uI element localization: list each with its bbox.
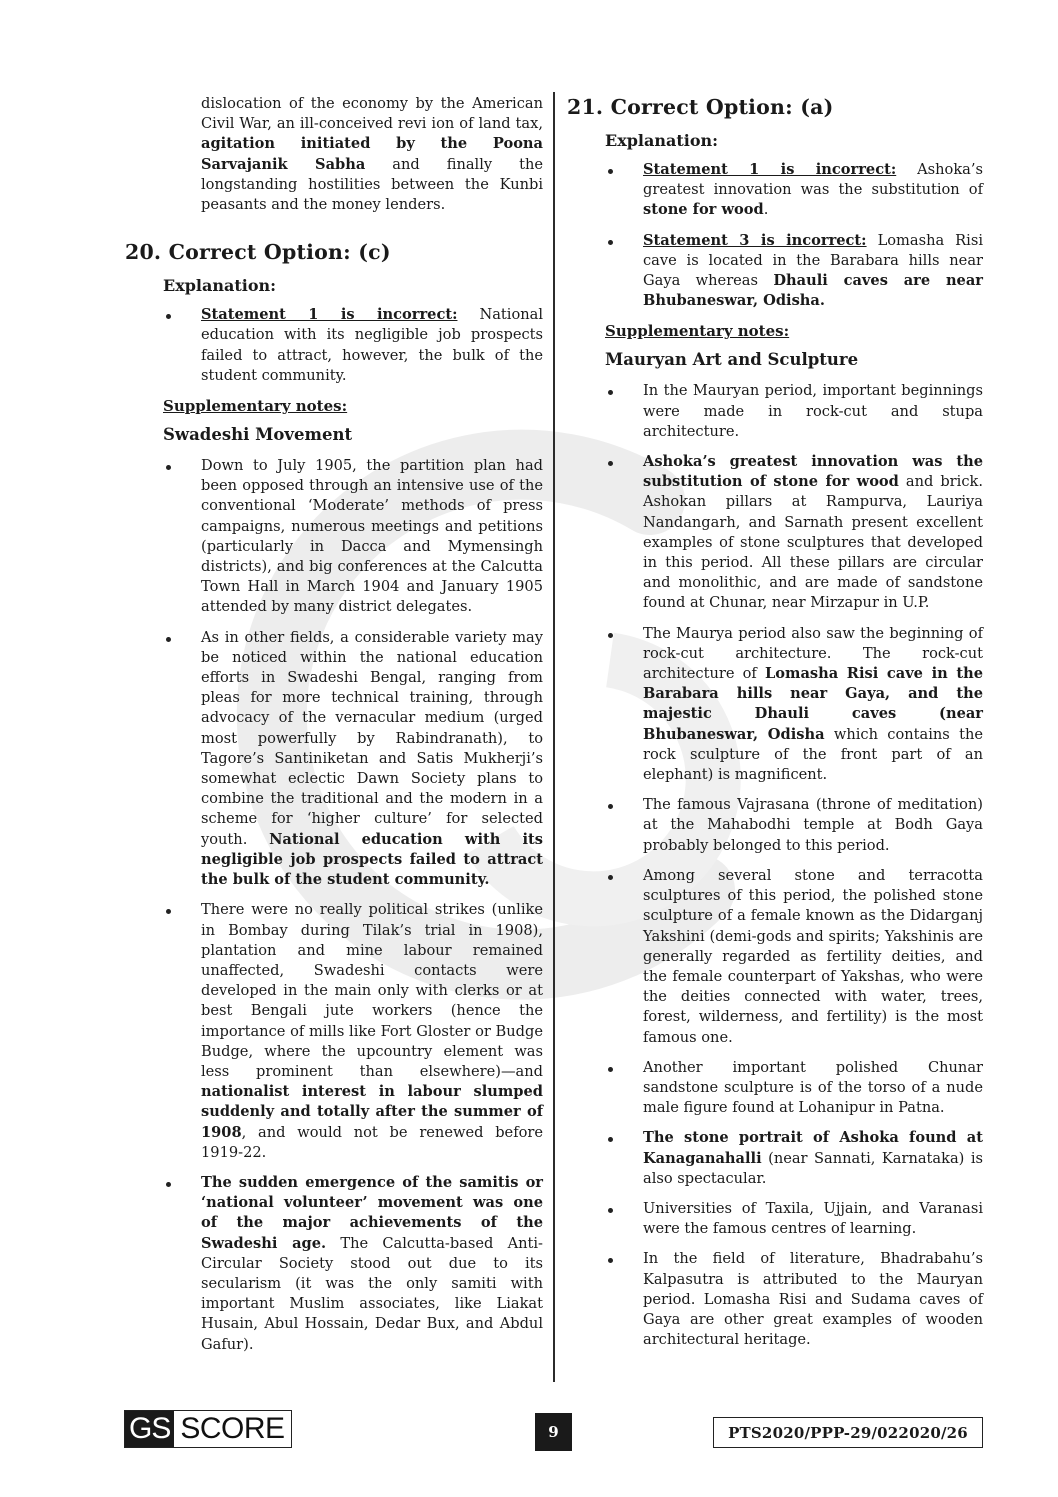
right-column [567, 94, 983, 1360]
list-item: Statement 1 is incorrect: National education with its negligible job prospects failed to attract, however, the bulk of the student community. [163, 305, 543, 386]
topic-heading: Mauryan Art and Sculpture [605, 350, 859, 370]
bullet-icon [166, 637, 171, 642]
bullet-icon [608, 169, 613, 174]
bullet-icon [166, 465, 171, 470]
list-item: In the Mauryan period, important beginnings were made in rock-cut and stupa architecture. [605, 381, 983, 442]
statement-label: Statement 1 is incorrect: [643, 161, 897, 178]
gs-score-logo [124, 1410, 292, 1448]
list-item: The stone portrait of Ashoka found at Kanaganahalli (near Sannati, Karnataka) is also spectacular. [605, 1128, 983, 1189]
list-item: Among several stone and terracotta sculptures of this period, the polished stone sculpture of a female known as the Didarganj Yakshini (demi-gods and spirits; Yakshinis are generally regarded as fertility deities, and the female counterpart of Yakshas, who were the deities connected with water, trees, forest, wilderness, and fertility) is the most famous one. [605, 866, 983, 1048]
supplementary-label: Supplementary notes: [163, 397, 348, 416]
list-item: In the field of literature, Bhadrabahu’s Kalpasutra is attributed to the Mauryan period. Lomasha Risi and Sudama caves of Gaya are other great examples of wooden architectural heritage. [605, 1249, 983, 1350]
logo-score: SCORE [174, 1411, 290, 1447]
bullet-icon [608, 240, 613, 245]
explanation-list [605, 160, 983, 311]
document-code: PTS2020/PPP-29/022020/26 [713, 1417, 983, 1448]
question-20-heading: 20. Correct Option: (c) [125, 240, 391, 265]
bullet-icon [608, 875, 613, 880]
bullet-icon [608, 804, 613, 809]
bullet-icon [166, 1182, 171, 1187]
bullet-icon [608, 1208, 613, 1213]
explanation-label: Explanation: [163, 276, 277, 296]
list-item: Statement 1 is incorrect: Ashoka’s greatest innovation was the substitution of stone for wood. [605, 160, 983, 221]
statement-label: Statement 1 is incorrect: [201, 306, 458, 324]
notes-list [605, 381, 983, 1350]
question-21-heading: 21. Correct Option: (a) [567, 95, 834, 119]
column-divider [553, 92, 555, 1382]
logo-gs: GS [125, 1411, 174, 1447]
list-item: The famous Vajrasana (throne of meditation) at the Mahabodhi temple at Bodh Gaya probably belonged to this period. [605, 795, 983, 856]
explanation-label: Explanation: [605, 131, 719, 150]
statement-label: Statement 3 is incorrect: [643, 231, 867, 249]
bullet-icon [608, 1067, 613, 1072]
continuation-paragraph: dislocation of the economy by the American Civil War, an ill-conceived revi ion of land tax, agitation initiated by the Poona Sarvajanik Sabha and finally the longstanding hostilities between the Kunbi peasants and the money lenders. [201, 95, 544, 214]
list-item: Ashoka’s greatest innovation was the substitution of stone for wood and brick. Ashokan pillars at Rampurva, Lauriya Nandangarh, and Sarnath present excellent examples of stone sculptures that developed in this period. All these pillars are circular and monolithic, and are made of sandstone found at Chunar, near Mirzapur in U.P. [605, 452, 983, 614]
list-item: Another important polished Chunar sandstone sculpture is of the torso of a nude male figure found at Lohanipur in Patna. [605, 1058, 983, 1119]
explanation-list [163, 305, 543, 386]
left-column [125, 94, 543, 1365]
list-item: Statement 3 is incorrect: Lomasha Risi cave is located in the Barabara hills near Gaya whereas Dhauli caves are near Bhubaneswar, Odisha. [605, 231, 983, 312]
question-20-body [163, 275, 543, 1355]
bullet-icon [608, 633, 613, 638]
list-item: Down to July 1905, the partition plan had been opposed through an intensive use of the conventional ‘Moderate’ methods of press campaigns, numerous meetings and petitions (particularly in Dacca and Mymensingh districts), and big conferences at the Calcutta Town Hall in March 1904 and January 1905 attended by many district delegates. [163, 456, 543, 618]
bullet-icon [166, 314, 171, 319]
list-item: Universities of Taxila, Ujjain, and Varanasi were the famous centres of learning. [605, 1199, 983, 1239]
question-21-body [605, 130, 983, 1350]
bullet-icon [166, 909, 171, 914]
page-number: 9 [535, 1413, 572, 1451]
supplementary-label: Supplementary notes: [605, 322, 790, 341]
notes-list [163, 456, 543, 1355]
bullet-icon [608, 461, 613, 466]
list-item: The sudden emergence of the samitis or ‘national volunteer’ movement was one of the major achievements of the Swadeshi age. The Calcutta-based Anti-Circular Society stood out due to its secularism (it was the only samiti with important Muslim associates, like Liakat Husain, Abul Hossain, Dedar Bux, and Abdul Gafur). [163, 1173, 543, 1355]
list-item: The Maurya period also saw the beginning of rock-cut architecture. The rock-cut architecture of Lomasha Risi cave in the Barabara hills near Gaya, and the majestic Dhauli caves (near Bhubaneswar, Odisha which contains the rock sculpture of the front part of an elephant) is magnificent. [605, 624, 983, 786]
bullet-icon [608, 1258, 613, 1263]
topic-heading: Swadeshi Movement [163, 425, 353, 445]
bullet-icon [608, 1137, 613, 1142]
list-item: As in other fields, a considerable variety may be noticed within the national education efforts in Swadeshi Bengal, ranging from pleas for more technical training, through advocacy of the vernacular medium (urged most powerfully by Rabindranath), to Tagore’s Santiniketan and Satis Mukherji’s somewhat eclectic Dawn Society plans to combine the traditional and the modern in a scheme for ‘higher culture’ for selected youth. National education with its negligible job prospects failed to attract the bulk of the student community. [163, 628, 543, 891]
bullet-icon [608, 390, 613, 395]
list-item: There were no really political strikes (unlike in Bombay during Tilak’s trial in 1908), plantation and mine labour remained unaffected, Swadeshi contacts were developed in the main only with clerks or at best Bengali jute workers (hence the importance of mills like Fort Gloster or Budge Budge, where the upcountry element was less prominent than elsewhere)—and nationalist interest in labour slumped suddenly and totally after the summer of 1908, and would not be renewed before 1919-22. [163, 900, 543, 1163]
